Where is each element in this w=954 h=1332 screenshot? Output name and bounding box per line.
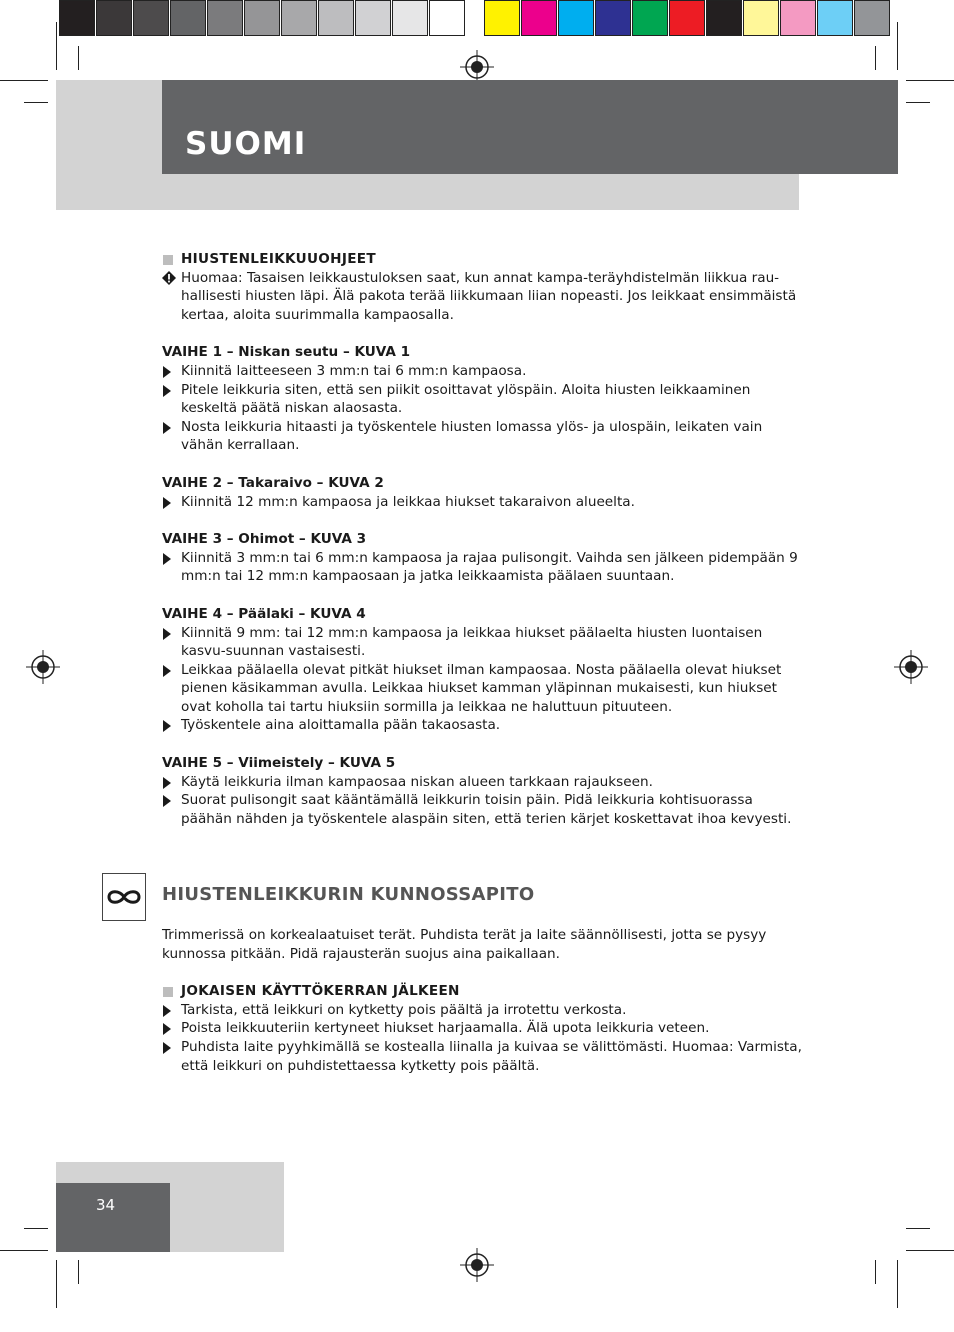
triangle-bullet-icon [163, 1005, 171, 1017]
registration-mark-icon [26, 650, 60, 684]
crop-mark [875, 1260, 876, 1284]
triangle-bullet-icon [163, 422, 171, 434]
triangle-bullet-icon [163, 366, 171, 378]
triangle-bullet-icon [163, 497, 171, 509]
color-swatch [484, 0, 520, 36]
color-swatch [392, 0, 428, 36]
crop-mark [24, 102, 48, 103]
maintenance-icon-box [102, 873, 146, 921]
cutting-note-text: Huomaa: Tasaisen leikkaustuloksen saat, kun annat kampa-teräyhdistelmän liikkua rau-hallisesti hiusten läpi. Älä pakota terää liikkumaan liian nopeasti. Jos leikkaat ensimmäistä kertaa, aloita suurimmalla kampaosalla. [181, 269, 797, 323]
page-number: 34 [96, 1196, 116, 1214]
triangle-bullet-icon [163, 1042, 171, 1054]
registration-mark-icon [460, 1248, 494, 1282]
triangle-bullet-icon [163, 1023, 171, 1035]
color-swatch [817, 0, 853, 36]
crop-mark [897, 22, 898, 70]
bullet-text: Kiinnitä 3 mm:n tai 6 mm:n kampaosa ja rajaa pulisongit. Vaihda sen jälkeen pidempään 9 mm:n tai 12 mm:n kampaosaan ja jatka leikkaamista päälaen suuntaan. [181, 549, 798, 585]
bullet-item [162, 549, 802, 586]
bullet-item [162, 418, 802, 455]
crop-mark [875, 46, 876, 70]
maintenance-bullets [162, 1001, 802, 1075]
bullet-text: Tarkista, että leikkuri on kytketty pois päältä ja irrotettu verkosta. [181, 1001, 627, 1018]
bullet-text: Kiinnitä laitteeseen 3 mm:n tai 6 mm:n kampaosa. [181, 362, 527, 379]
step-heading: VAIHE 2 – Takaraivo – KUVA 2 [162, 474, 384, 491]
bullet-text: Käytä leikkuria ilman kampaosaa niskan alueen tarkkaan rajaukseen. [181, 773, 653, 790]
step-heading: VAIHE 1 – Niskan seutu – KUVA 1 [162, 344, 411, 361]
bullet-item [162, 791, 802, 828]
crop-mark [56, 22, 57, 70]
bullet-item [162, 773, 802, 792]
bullet-item [162, 362, 802, 381]
step-heading: VAIHE 5 – Viimeistely – KUVA 5 [162, 755, 396, 772]
color-swatch [632, 0, 668, 36]
bullet-item [162, 381, 802, 418]
registration-mark-icon [460, 50, 494, 84]
cutting-instructions [162, 250, 802, 828]
triangle-bullet-icon [163, 720, 171, 732]
color-swatch [743, 0, 779, 36]
triangle-bullet-icon [163, 665, 171, 677]
color-swatch [521, 0, 557, 36]
color-swatch [780, 0, 816, 36]
triangle-bullet-icon [163, 777, 171, 789]
maintenance-section [162, 926, 802, 1075]
square-bullet-icon [163, 255, 173, 265]
infinity-icon [106, 887, 142, 907]
step-heading: VAIHE 3 – Ohimot – KUVA 3 [162, 531, 367, 548]
bullet-text: Pitele leikkuria siten, että sen piikit osoittavat ylöspäin. Aloita hiusten leikkaaminen keskeltä päätä niskan alaosasta. [181, 381, 751, 417]
cutting-note [162, 269, 802, 325]
triangle-bullet-icon [163, 795, 171, 807]
color-swatch [59, 0, 95, 36]
triangle-bullet-icon [163, 553, 171, 565]
page-title: SUOMI [185, 126, 307, 162]
crop-mark [906, 1250, 954, 1251]
color-swatch [706, 0, 742, 36]
color-swatch [133, 0, 169, 36]
footer-background-dark [56, 1183, 170, 1252]
color-swatch [96, 0, 132, 36]
bullet-text: Poista leikkuuteriin kertyneet hiukset harjaamalla. Älä upota leikkuria veteen. [181, 1020, 710, 1037]
triangle-bullet-icon [163, 628, 171, 640]
cutting-heading [162, 250, 802, 269]
registration-mark-icon [894, 650, 928, 684]
bullet-text: Kiinnitä 12 mm:n kampaosa ja leikkaa hiukset takaraivon alueelta. [181, 493, 635, 510]
crop-mark [897, 1260, 898, 1308]
color-swatch [595, 0, 631, 36]
bullet-text: Leikkaa päälaella olevat pitkät hiukset ilman kampaosaa. Nosta päälaella olevat hiukset pienen käsikamman avulla. Leikkaa hiukset kamman yläpinnan mukaisesti, kun hiukset ovat koholla tai tartu hiuksiin sormilla ja leikkaa ne haluttuun pituuteen. [181, 661, 782, 715]
bullet-text: Puhdista laite pyyhkimällä se kostealla liinalla ja kuivaa se välittömästi. Huomaa: Varmista, että leikkuri on puhdistettaessa kytketty pois päältä. [181, 1038, 802, 1074]
cutting-heading-text: HIUSTENLEIKKUUOHJEET [181, 251, 376, 267]
maintenance-subheading-text: JOKAISEN KÄYTTÖKERRAN JÄLKEEN [181, 983, 460, 1000]
bullet-item [162, 1001, 802, 1020]
bullet-text: Suorat pulisongit saat kääntämällä leikkurin toisin päin. Pidä leikkuria kohtisuorassa päähän nähden ja työskentele alaspäin siten, että terien kärjet koskettavat ihoa kevyesti. [181, 792, 792, 827]
square-bullet-icon [163, 987, 173, 997]
color-swatch [429, 0, 465, 36]
color-swatch [281, 0, 317, 36]
crop-mark [0, 1250, 48, 1251]
color-swatch [244, 0, 280, 36]
crop-mark [56, 1260, 57, 1308]
crop-mark [906, 80, 954, 81]
crop-mark [24, 1228, 48, 1229]
bullet-item [162, 624, 802, 661]
cutting-steps [162, 343, 802, 828]
maintenance-intro: Trimmerissä on korkealaatuiset terät. Puhdista terät ja laite säännöllisesti, jotta se pysyy kunnossa pitkään. Pidä rajausterän suojus aina paikallaan. [162, 927, 767, 962]
color-swatch [355, 0, 391, 36]
crop-mark [78, 1260, 79, 1284]
bullet-text: Nosta leikkuria hitaasti ja työskentele hiusten lomassa ylös- ja ulospäin, leikaten vain vähän kerrallaan. [181, 418, 763, 454]
bullet-text: Kiinnitä 9 mm: tai 12 mm:n kampaosa ja leikkaa hiukset päälaelta hiusten luontaisen kasvu-suunnan vastaisesti. [181, 624, 763, 660]
color-swatch [207, 0, 243, 36]
crop-mark [906, 102, 930, 103]
crop-mark [0, 80, 48, 81]
bullet-item [162, 493, 802, 512]
bullet-item [162, 1019, 802, 1038]
color-swatch [854, 0, 890, 36]
grayscale-color-bar [59, 0, 466, 38]
maintenance-subheading [162, 982, 802, 1001]
crop-mark [906, 1228, 930, 1229]
bullet-text: Työskentele aina aloittamalla pään takaosasta. [181, 717, 501, 734]
warning-icon [162, 271, 176, 285]
step-heading: VAIHE 4 – Päälaki – KUVA 4 [162, 605, 366, 622]
color-swatch [558, 0, 594, 36]
maintenance-title: HIUSTENLEIKKURIN KUNNOSSAPITO [162, 884, 535, 905]
bullet-item [162, 716, 802, 735]
crop-mark [78, 46, 79, 70]
color-swatch [669, 0, 705, 36]
triangle-bullet-icon [163, 385, 171, 397]
bullet-item [162, 1038, 802, 1075]
color-swatch [170, 0, 206, 36]
bullet-item [162, 661, 802, 717]
color-swatch [318, 0, 354, 36]
process-color-bar [484, 0, 891, 38]
